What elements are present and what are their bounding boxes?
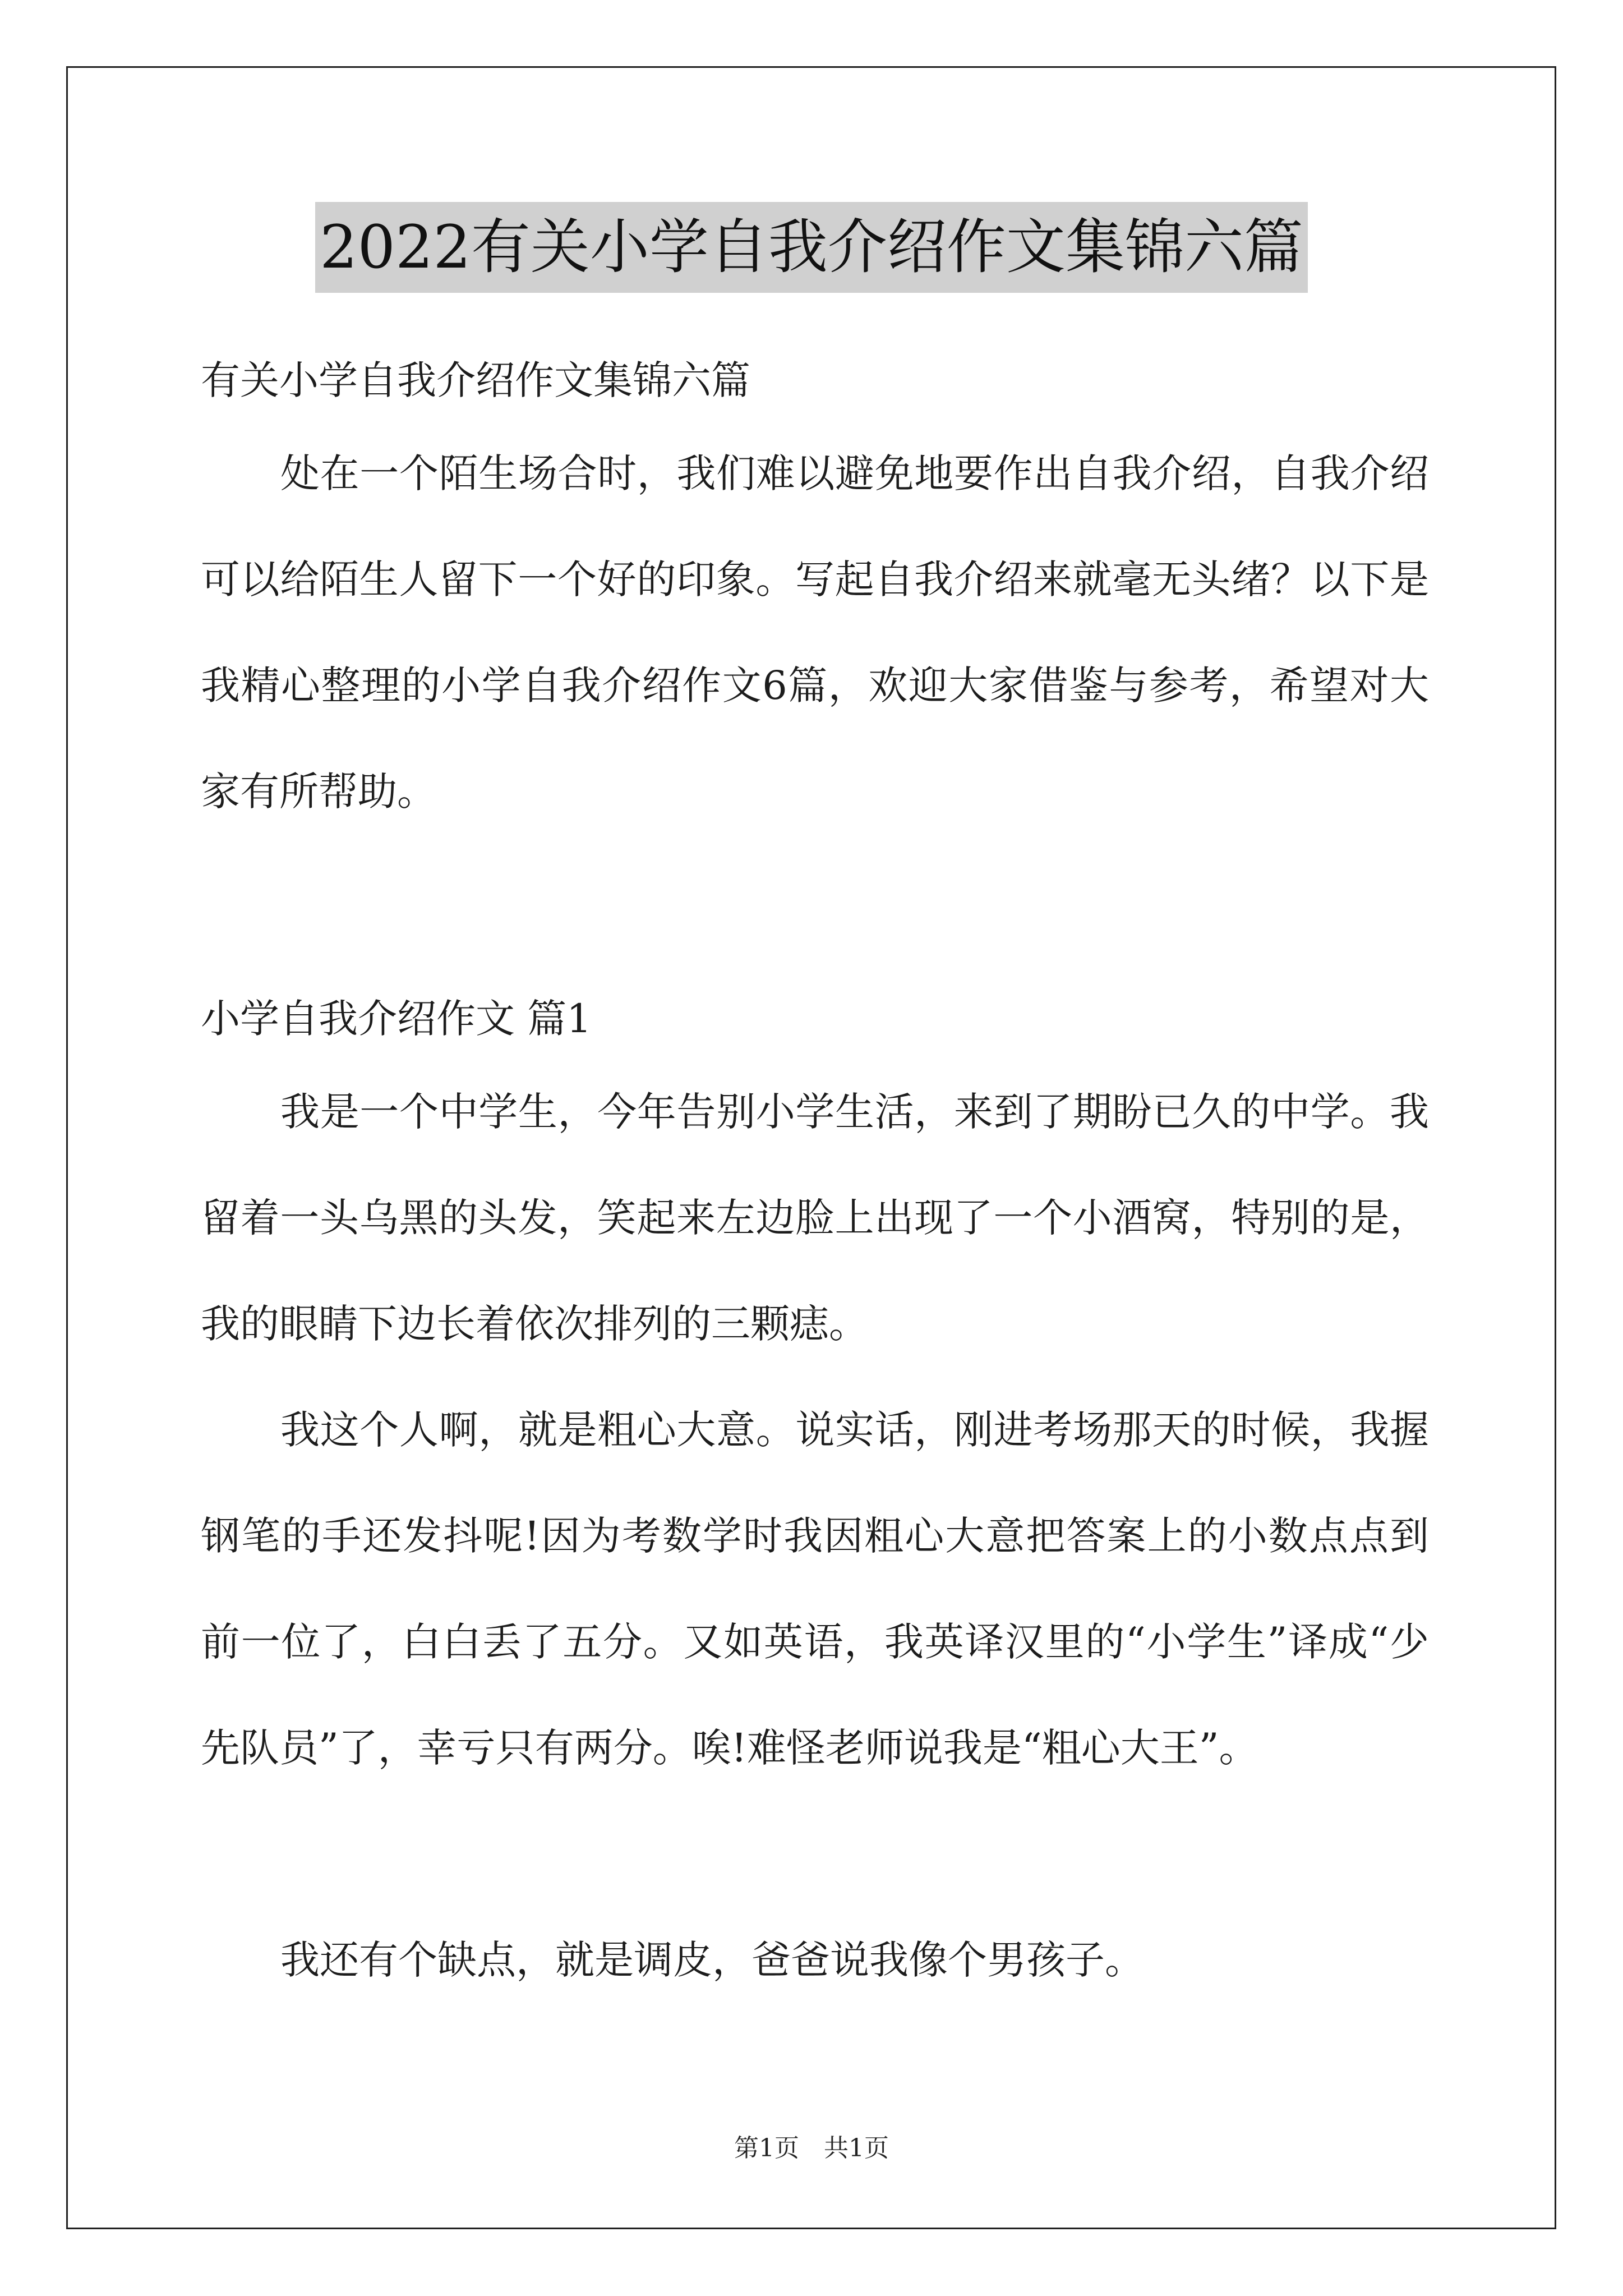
- page-footer: 第1页 共1页: [734, 2134, 889, 2162]
- title-container: [0, 202, 1623, 293]
- body-paragraph-1: 我是一个中学生，今年告别小学生活，来到了期盼已久的中学。我留着一头乌黑的头发，笑起来左边脸上出现了一个小酒窝，特别的是，我的眼睛下边长着依次排列的三颗痣。: [201, 1089, 1429, 1347]
- document-title: 2022有关小学自我介绍作文集锦六篇: [315, 202, 1308, 293]
- body-paragraph-2: 我这个人啊，就是粗心大意。说实话，刚进考场那天的时候，我握钢笔的手还发抖呢!因为考数学时我因粗心大意把答案上的小数点点到前一位了，白白丢了五分。又如英语，我英译汉里的“小学生”译成“少先队员”了，幸亏只有两分。唉!难怪老师说我是“粗心大王”。: [201, 1407, 1429, 1771]
- body-paragraph-3: 我还有个缺点，就是调皮，爸爸说我像个男孩子。: [280, 1937, 1144, 1983]
- document-subtitle: 有关小学自我介绍作文集锦六篇: [201, 357, 750, 403]
- intro-paragraph: 处在一个陌生场合时，我们难以避免地要作出自我介绍，自我介绍可以给陌生人留下一个好的印象。写起自我介绍来就毫无头绪？以下是我精心整理的小学自我介绍作文6篇，欢迎大家借鉴与参考，希望对大家有所帮助。: [201, 450, 1429, 815]
- section-heading: 小学自我介绍作文 篇1: [201, 996, 592, 1042]
